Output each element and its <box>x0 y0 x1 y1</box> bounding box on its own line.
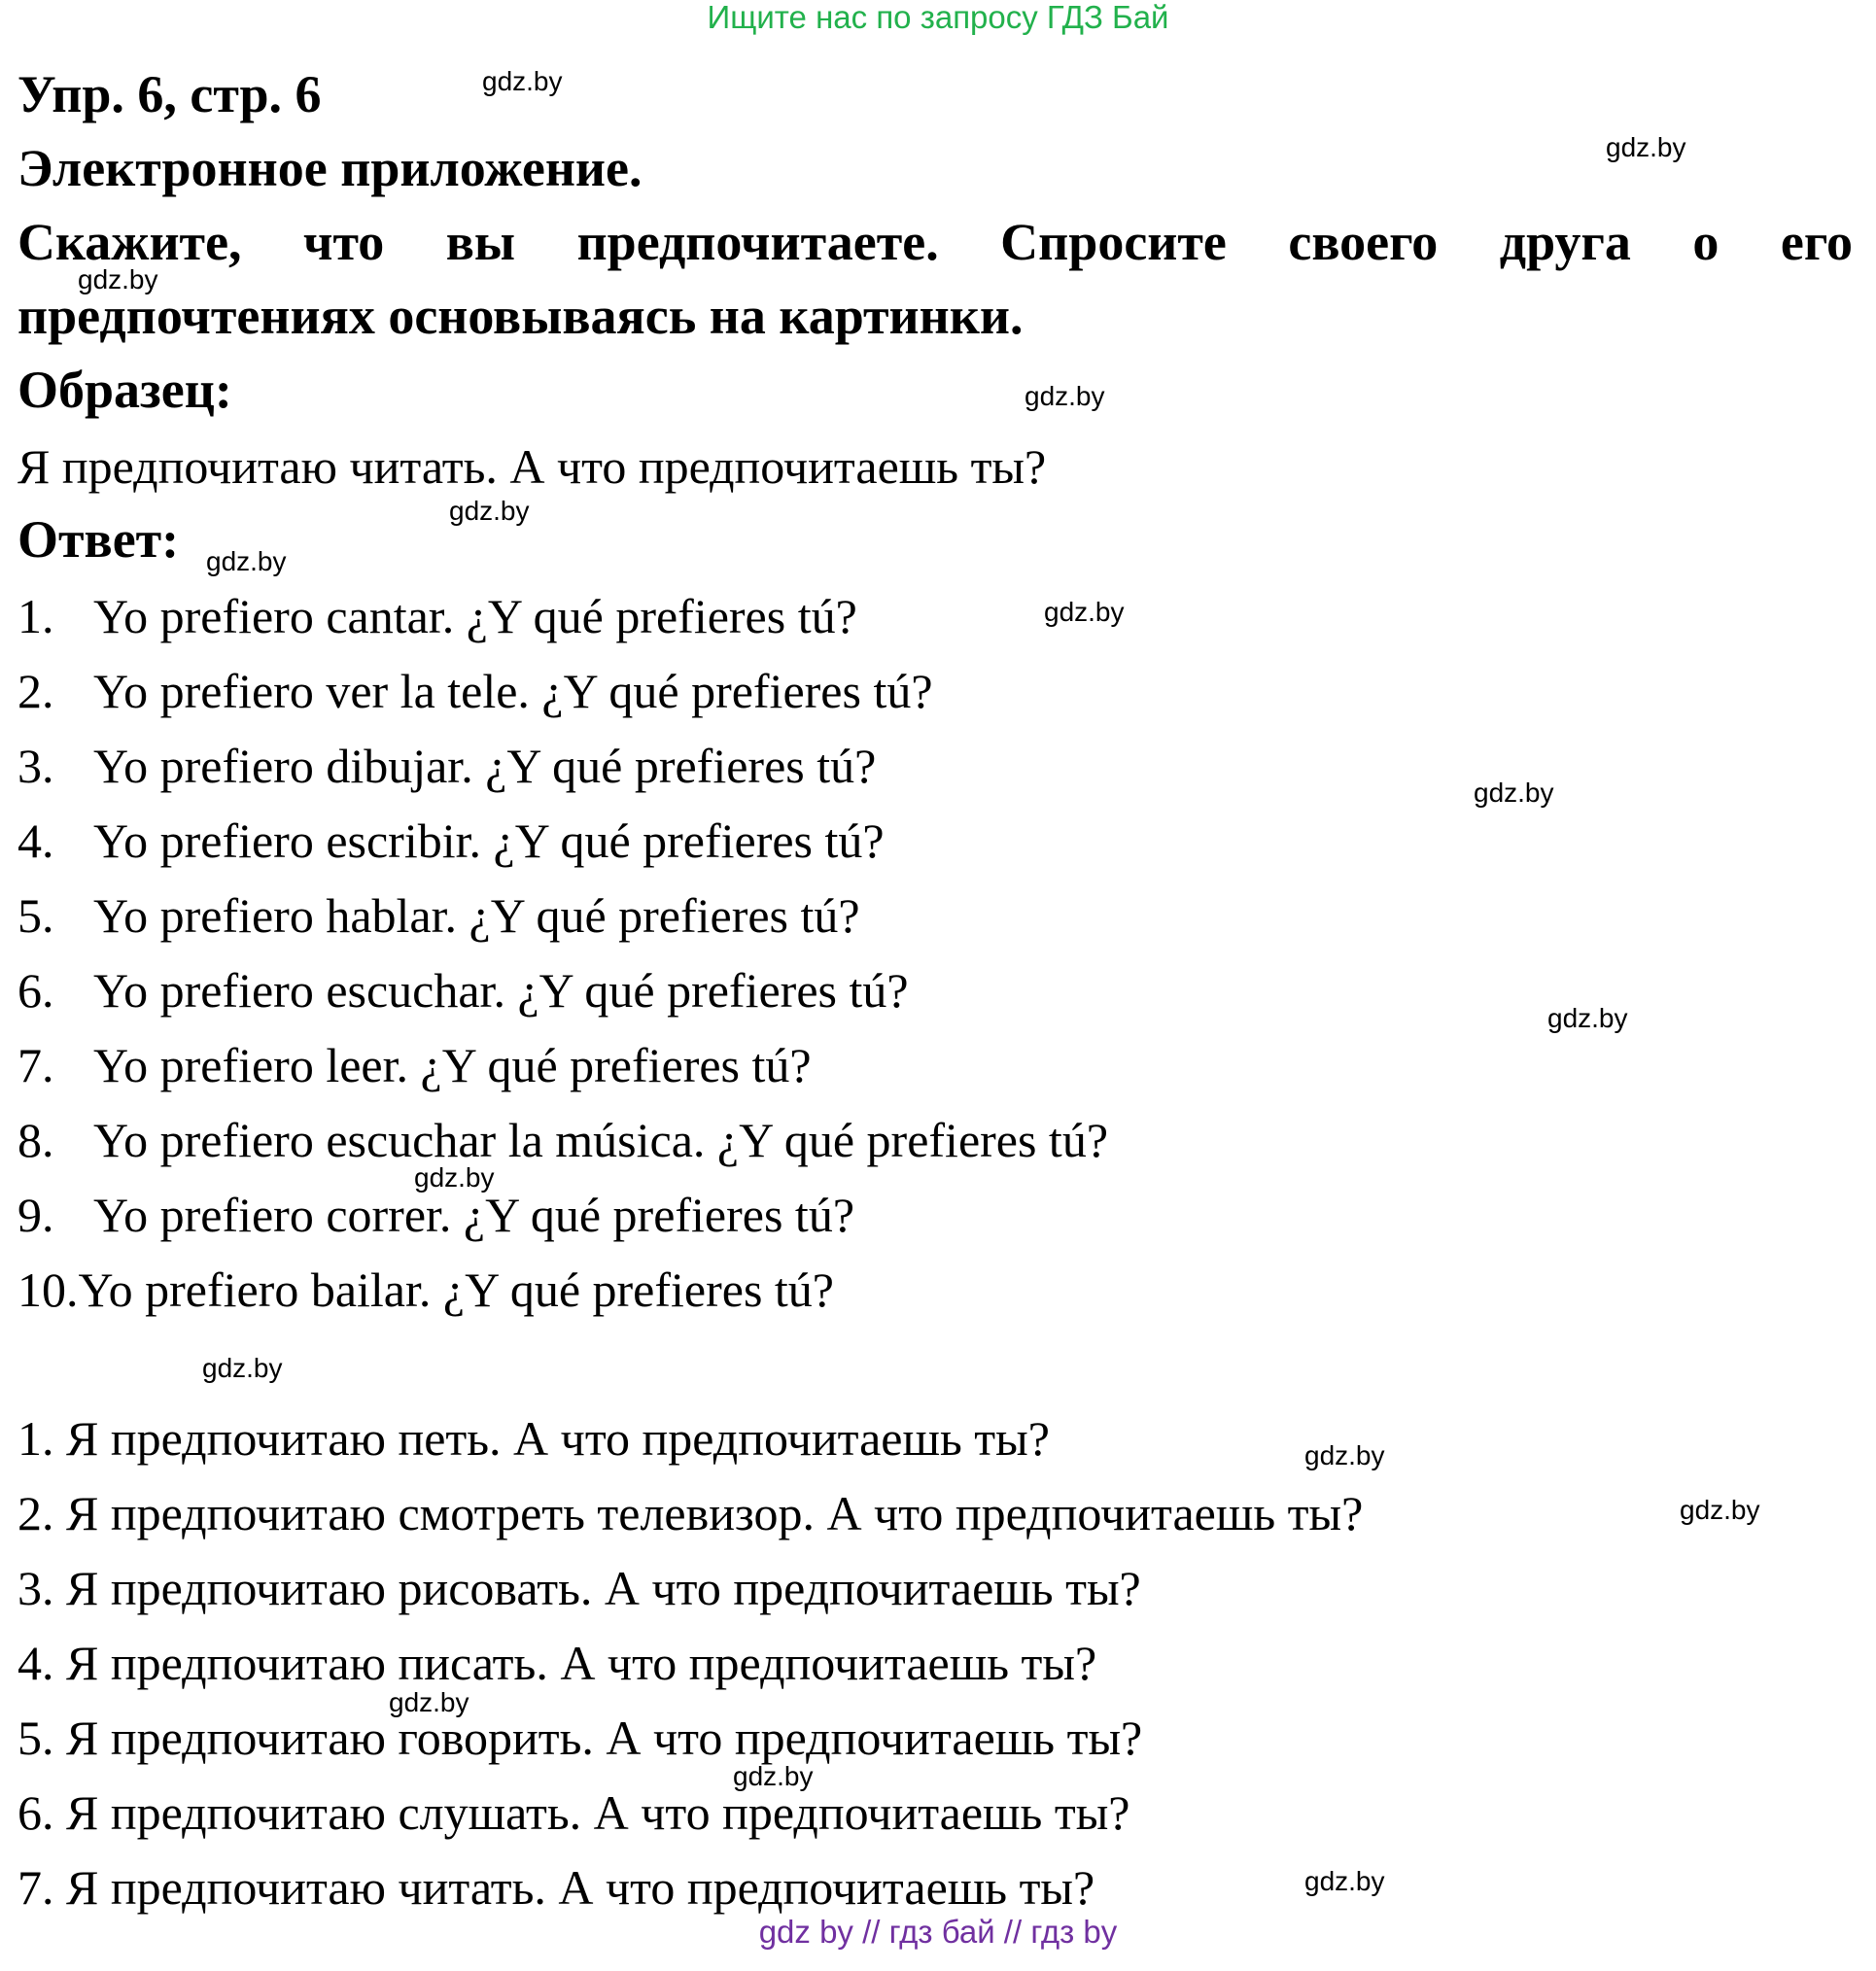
list-item: 7. Я предпочитаю читать. А что предпочитаешь ты? <box>17 1860 1095 1915</box>
list-item: 1. Yo prefiero cantar. ¿Y qué prefieres tú? <box>17 589 857 643</box>
list-item: 4. Я предпочитаю писать. А что предпочитаешь ты? <box>17 1636 1097 1690</box>
list-item: 7. Yo prefiero leer. ¿Y qué prefieres tú? <box>17 1038 812 1092</box>
list-item: 3. Yo prefiero dibujar. ¿Y qué prefieres tú? <box>17 739 877 793</box>
watermark: gdz.by <box>1474 778 1554 808</box>
task-line-1: Скажите, что вы предпочитаете. Спросите своего друга о его <box>17 213 1853 271</box>
list-item: 6. Yo prefiero escuchar. ¿Y qué prefieres tú? <box>17 963 909 1018</box>
watermark: gdz.by <box>1547 1003 1628 1033</box>
watermark: gdz.by <box>414 1162 495 1193</box>
list-item: 1. Я предпочитаю петь. А что предпочитаешь ты? <box>17 1411 1050 1466</box>
watermark: gdz.by <box>449 496 530 526</box>
search-banner: Ищите нас по запросу ГДЗ Бай <box>707 0 1169 35</box>
list-item: 6. Я предпочитаю слушать. А что предпочитаешь ты? <box>17 1785 1130 1840</box>
watermark: gdz.by <box>389 1687 469 1717</box>
watermark: gdz.by <box>482 66 563 96</box>
watermark: gdz.by <box>1304 1866 1385 1896</box>
list-item: 5. Yo prefiero hablar. ¿Y qué prefieres tú? <box>17 888 860 943</box>
sample-label: Образец: <box>17 361 232 419</box>
list-item: 4. Yo prefiero escribir. ¿Y qué prefieres tú? <box>17 813 885 868</box>
footer-links: gdz by // гдз бай // гдз by <box>758 1914 1118 1950</box>
watermark: gdz.by <box>1680 1495 1760 1525</box>
subtitle: Электронное приложение. <box>17 139 643 197</box>
list-item: 2. Yo prefiero ver la tele. ¿Y qué prefieres tú? <box>17 664 933 718</box>
answer-label: Ответ: <box>17 510 180 569</box>
watermark: gdz.by <box>733 1761 814 1791</box>
watermark: gdz.by <box>206 546 287 576</box>
list-item: 3. Я предпочитаю рисовать. А что предпочитаешь ты? <box>17 1561 1141 1615</box>
exercise-title: Упр. 6, стр. 6 <box>17 65 322 123</box>
watermark: gdz.by <box>1606 132 1686 162</box>
watermark: gdz.by <box>1025 381 1105 411</box>
sample-text: Я предпочитаю читать. А что предпочитаешь ты? <box>17 439 1047 494</box>
task-line-2: предпочтениях основываясь на картинки. <box>17 287 1024 345</box>
watermark: gdz.by <box>202 1353 283 1383</box>
list-item: 8. Yo prefiero escuchar la música. ¿Y qué prefieres tú? <box>17 1113 1109 1167</box>
list-item: 9. Yo prefiero correr. ¿Y qué prefieres tú? <box>17 1188 855 1242</box>
list-item: 5. Я предпочитаю говорить. А что предпочитаешь ты? <box>17 1711 1143 1765</box>
watermark: gdz.by <box>78 264 158 294</box>
list-item: 2. Я предпочитаю смотреть телевизор. А что предпочитаешь ты? <box>17 1486 1364 1540</box>
list-item: 10.Yo prefiero bailar. ¿Y qué prefieres tú? <box>17 1262 834 1317</box>
watermark: gdz.by <box>1304 1440 1385 1470</box>
watermark: gdz.by <box>1044 597 1125 627</box>
